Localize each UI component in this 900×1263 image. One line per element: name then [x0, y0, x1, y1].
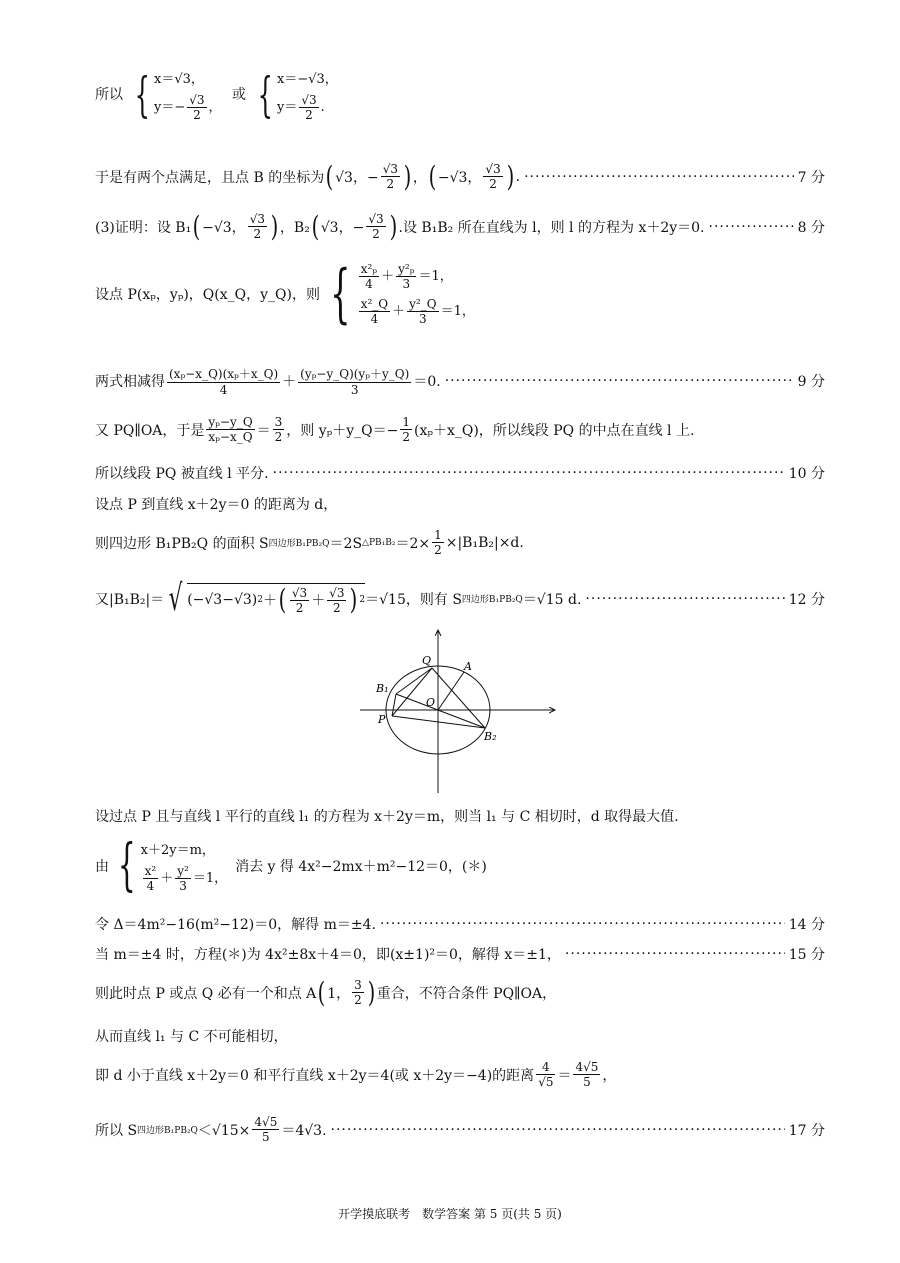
- score-label: 8 分: [797, 219, 825, 236]
- den: 2: [434, 543, 442, 557]
- num: 3: [354, 978, 362, 992]
- text: ＝2S: [329, 535, 363, 552]
- text: ＋: [262, 593, 277, 609]
- text: ＝√15，则有 S: [365, 591, 462, 608]
- solution-line-14: [95, 944, 825, 964]
- text: (−√3−√3): [187, 592, 258, 608]
- text: 重合，不符合条件 PQ∥OA，: [376, 985, 557, 1002]
- text: 所以: [95, 87, 123, 103]
- equation-system-1: { x＝√3， y＝− $\frac{√3}{2}$ ，: [135, 67, 222, 123]
- den: 2: [354, 993, 362, 1007]
- eq-row: x＝√3，: [154, 72, 204, 87]
- num: yₚ−y_Q: [208, 415, 253, 429]
- text: 又 PQ∥OA，于是: [95, 422, 205, 439]
- den: 4: [219, 383, 228, 397]
- den: √5: [538, 1075, 554, 1089]
- text: 设过点 P 且与直线 l 平行的直线 l₁ 的方程为 x＋2y＝m，则当 l₁ 与 C 相切时，d 取得最大值.: [95, 809, 679, 825]
- text: 1，: [327, 985, 351, 1002]
- solution-line-4: 设点 P(xₚ，yₚ)，Q(x_Q，y_Q)，则 { $\frac{\text{x²ₚ}}{4}$ ＋ $\frac{\text{y²ₚ}}{3}$ ＝1， $\frac{\text{x²\_Q}}{4}$ ＋ $\frac{\text{y²\_Q}}{3}$ ＝1，: [95, 257, 475, 331]
- den: 2: [489, 177, 497, 191]
- den: xₚ−x_Q: [208, 430, 253, 444]
- score-label: 9 分: [797, 374, 825, 390]
- score-label: 14 分: [788, 917, 825, 933]
- num: √3: [249, 212, 265, 226]
- solution-line-2: 于是有两个点满足，且点 B 的坐标为 ( √3，− $\frac{√3}{2}$ ) ， ( −√3， $\frac{√3}{2}$ ) . ····· 7 分: [95, 162, 825, 191]
- solution-line-11: [95, 806, 825, 826]
- score-label: 10 分: [788, 466, 825, 482]
- dot-leader: [273, 465, 785, 481]
- solution-line-5: [95, 365, 825, 397]
- solution-line-16: [95, 1026, 825, 1046]
- text: ＝: [256, 422, 271, 439]
- label-A: A: [464, 660, 472, 673]
- text: ＝1，: [418, 269, 453, 284]
- num: 3: [274, 415, 283, 429]
- den: 4: [365, 277, 373, 291]
- text: ＝2×: [395, 535, 431, 552]
- den: 5: [583, 1075, 591, 1089]
- score-label: 12 分: [788, 591, 825, 608]
- text: 又|B₁B₂|＝: [95, 591, 165, 608]
- solution-line-7: [95, 463, 825, 483]
- text: ＜√15×: [197, 1122, 251, 1139]
- eq-row: x＋2y＝m，: [140, 843, 215, 858]
- text: 2: [359, 595, 366, 605]
- num: √3: [329, 585, 345, 600]
- eq-row: x＝−√3，: [277, 72, 338, 87]
- solution-line-9: [95, 528, 825, 557]
- text: √3，−: [335, 169, 379, 186]
- text: 所以 S: [95, 1122, 138, 1139]
- text: ＝: [557, 1067, 572, 1084]
- label-Q: Q: [422, 654, 432, 667]
- solution-line-6: [95, 415, 825, 444]
- den: 2: [295, 600, 304, 615]
- den: 2: [305, 108, 313, 122]
- text: 消去 y 得 4x²−2mx＋m²−12＝0，(＊): [235, 859, 487, 875]
- den: 2: [193, 108, 201, 122]
- den: 2: [274, 430, 283, 444]
- text: ＋: [311, 593, 326, 609]
- den: 3: [419, 312, 427, 326]
- sqrt-expression: √ (−√3−√3) 2 ＋ ( $\frac{√3}{2}$ ＋ $\frac{√3}{2}$ ) 2: [168, 578, 366, 619]
- label-B2: B₂: [484, 730, 497, 743]
- text: ＝1，: [440, 304, 475, 319]
- eq-row: y＝−: [154, 100, 186, 115]
- num: x²ₚ: [360, 262, 378, 276]
- num: (xₚ−x_Q)(xₚ＋x_Q): [169, 367, 279, 381]
- num: 1: [402, 415, 411, 429]
- text: ＋: [160, 871, 174, 886]
- text: ＋: [381, 269, 395, 284]
- text: ，则 yₚ＋y_Q＝−: [286, 422, 399, 439]
- num: √3: [189, 93, 205, 107]
- solution-line-13: [95, 914, 825, 934]
- den: 4: [370, 312, 379, 326]
- num: y²: [177, 864, 189, 878]
- dot-leader: [709, 219, 794, 235]
- text: 设点 P 到直线 x＋2y＝0 的距离为 d，: [95, 497, 338, 513]
- score-label: 17 分: [788, 1122, 825, 1139]
- den: 2: [333, 600, 341, 615]
- text: 从而直线 l₁ 与 C 不可能相切，: [95, 1029, 288, 1045]
- subscript: 四边形B₁PB₂Q: [268, 539, 330, 549]
- text: (xₚ＋x_Q)，所以线段 PQ 的中点在直线 l 上.: [414, 422, 695, 439]
- segment-OA: [438, 672, 464, 710]
- den: 2: [386, 177, 395, 191]
- den: 3: [402, 277, 411, 291]
- dot-leader: [331, 1122, 785, 1138]
- dot-leader: [380, 916, 785, 932]
- text: −√3，: [437, 169, 482, 186]
- text: −√3，: [202, 219, 246, 236]
- text: 或: [232, 87, 246, 103]
- dot-leader: [565, 946, 785, 962]
- text: ＝0.: [413, 374, 441, 390]
- num: 4: [536, 1060, 555, 1075]
- score-label: 15 分: [788, 947, 825, 963]
- score-label: 7 分: [797, 169, 825, 186]
- num: 4√5: [575, 1060, 599, 1074]
- num: √3: [368, 212, 384, 226]
- eq-row: y＝: [277, 100, 298, 115]
- den: 5: [262, 1130, 270, 1144]
- page-footer: 开学摸底联考 数学答案 第 5 页(共 5 页): [338, 1207, 562, 1221]
- subscript: 四边形B₁PB₂Q: [137, 1126, 198, 1136]
- num: 1: [434, 528, 442, 542]
- text: .设 B₁B₂ 所在直线为 l，则 l 的方程为 x＋2y＝0.: [398, 219, 705, 236]
- num: √3: [382, 162, 398, 176]
- den: 2: [372, 227, 380, 241]
- equation-system-2: { x＝−√3， y＝ $\frac{√3}{2}$ .: [258, 67, 338, 123]
- num: x²: [144, 864, 157, 878]
- text: 于是有两个点满足，且点 B 的坐标为: [95, 169, 325, 186]
- solution-line-1: [95, 68, 825, 122]
- num: (yₚ−y_Q)(yₚ＋y_Q): [300, 367, 410, 381]
- text: (3)证明：设 B₁: [95, 219, 192, 236]
- dot-leader: [524, 169, 794, 185]
- text: ＝1，: [192, 871, 228, 886]
- label-P: P: [378, 713, 386, 726]
- text: 两式相减得: [95, 374, 165, 390]
- num: 4√5: [254, 1115, 278, 1129]
- text: 设点 P(xₚ，yₚ)，Q(x_Q，y_Q)，则: [95, 287, 320, 303]
- dot-leader: [445, 373, 794, 389]
- text: 2: [257, 595, 263, 605]
- solution-line-15: 则此时点 P 或点 Q 必有一个和点 A ( 1， $\frac{3}{2}$ ) 重合，不符合条件 PQ∥OA，: [95, 975, 557, 1009]
- den: 3: [350, 383, 359, 397]
- text: 由: [95, 859, 109, 875]
- text: ×|B₁B₂|×d.: [445, 534, 524, 551]
- text: 则四边形 B₁PB₂Q 的面积 S: [95, 535, 269, 552]
- text: √3，−: [320, 219, 365, 236]
- text: ，: [602, 1067, 617, 1084]
- text: ，: [412, 169, 427, 186]
- num: y²ₚ: [398, 262, 415, 276]
- text: 当 m＝±4 时，方程(＊)为 4x²±8x＋4＝0，即(x±1)²＝0，解得 x＝±1，: [95, 947, 561, 963]
- text: 所以线段 PQ 被直线 l 平分.: [95, 466, 269, 482]
- den: 2: [402, 430, 411, 444]
- text: ＝√15 d.: [522, 591, 582, 608]
- subscript: 四边形B₁PB₂Q: [461, 595, 523, 605]
- text: ＝4√3.: [281, 1122, 327, 1139]
- solution-line-12: 由 { x＋2y＝m， $\frac{\text{x²}}{4}$ ＋ $\frac{\text{y²}}{3}$ ＝1， 消去 y 得 4x²−2mx＋m²−12＝0，(＊): [95, 833, 487, 898]
- solution-line-3: (3)证明：设 B₁ ( −√3， $\frac{√3}{2}$ ) ，B₂ ( √3，− $\frac{√3}{2}$ ) .设 B₁B₂ 所在直线为 l，则 l 的方程为 x＋2y＝0. ····· 8 分: [95, 212, 825, 241]
- dot-leader: [585, 591, 784, 607]
- num: √3: [291, 585, 308, 600]
- num: √3: [301, 93, 317, 107]
- label-B1: B₁: [376, 682, 389, 695]
- ellipse-figure: [360, 628, 560, 798]
- text: ，B₂: [279, 219, 310, 236]
- num: √3: [485, 162, 501, 176]
- subscript: △PB₁B₂: [362, 537, 396, 548]
- den: 2: [253, 227, 262, 241]
- solution-line-8: [95, 494, 825, 514]
- text: 即 d 小于直线 x＋2y＝0 和平行直线 x＋2y＝4(或 x＋2y＝−4)的距离: [95, 1067, 535, 1084]
- solution-line-10: [95, 578, 825, 619]
- den: 4: [146, 879, 155, 893]
- solution-line-17: [95, 1060, 825, 1089]
- label-O: O: [426, 696, 436, 709]
- num: x²_Q: [360, 297, 389, 311]
- text: ＋: [282, 374, 297, 390]
- solution-line-18: [95, 1115, 825, 1144]
- text: ＋: [392, 304, 406, 319]
- text: 令 Δ＝4m²−16(m²−12)＝0，解得 m＝±4.: [95, 917, 376, 933]
- segment-B1B2: [396, 694, 485, 728]
- num: y²_Q: [409, 297, 437, 311]
- segment-QB2: [432, 668, 485, 728]
- text: 则此时点 P 或点 Q 必有一个和点 A: [95, 985, 317, 1002]
- den: 3: [179, 879, 187, 893]
- text: .: [515, 168, 521, 185]
